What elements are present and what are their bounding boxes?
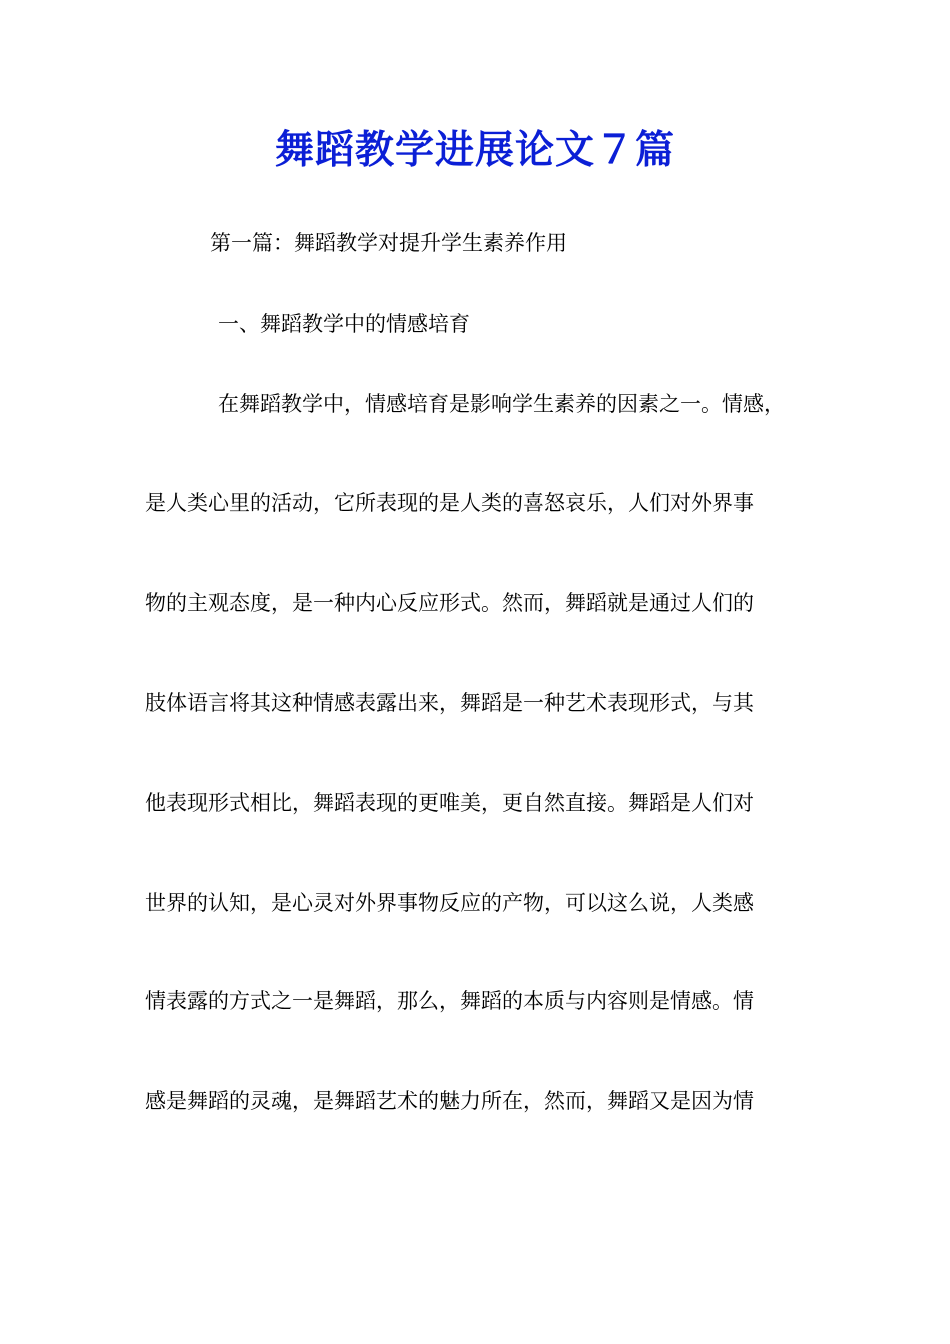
paragraph-line-1: 在舞蹈教学中，情感培育是影响学生素养的因素之一。情感， — [218, 392, 785, 416]
paragraph-line-7: 情表露的方式之一是舞蹈，那么，舞蹈的本质与内容则是情感。情 — [145, 989, 754, 1013]
paragraph-line-4: 肢体语言将其这种情感表露出来，舞蹈是一种艺术表现形式，与其 — [145, 691, 754, 715]
document-title: 舞蹈教学进展论文７篇 — [274, 127, 675, 173]
paragraph-line-8: 感是舞蹈的灵魂，是舞蹈艺术的魅力所在，然而，舞蹈又是因为情 — [145, 1089, 754, 1113]
paragraph-line-6: 世界的认知，是心灵对外界事物反应的产物，可以这么说，人类感 — [145, 891, 754, 915]
chapter-subtitle: 第一篇：舞蹈教学对提升学生素养作用 — [210, 231, 567, 255]
paragraph-line-5: 他表现形式相比，舞蹈表现的更唯美，更自然直接。舞蹈是人们对 — [145, 791, 754, 815]
section-heading: 一、舞蹈教学中的情感培育 — [218, 312, 470, 336]
paragraph-line-3: 物的主观态度，是一种内心反应形式。然而，舞蹈就是通过人们的 — [145, 591, 754, 615]
paragraph-line-2: 是人类心里的活动，它所表现的是人类的喜怒哀乐，人们对外界事 — [145, 491, 754, 515]
